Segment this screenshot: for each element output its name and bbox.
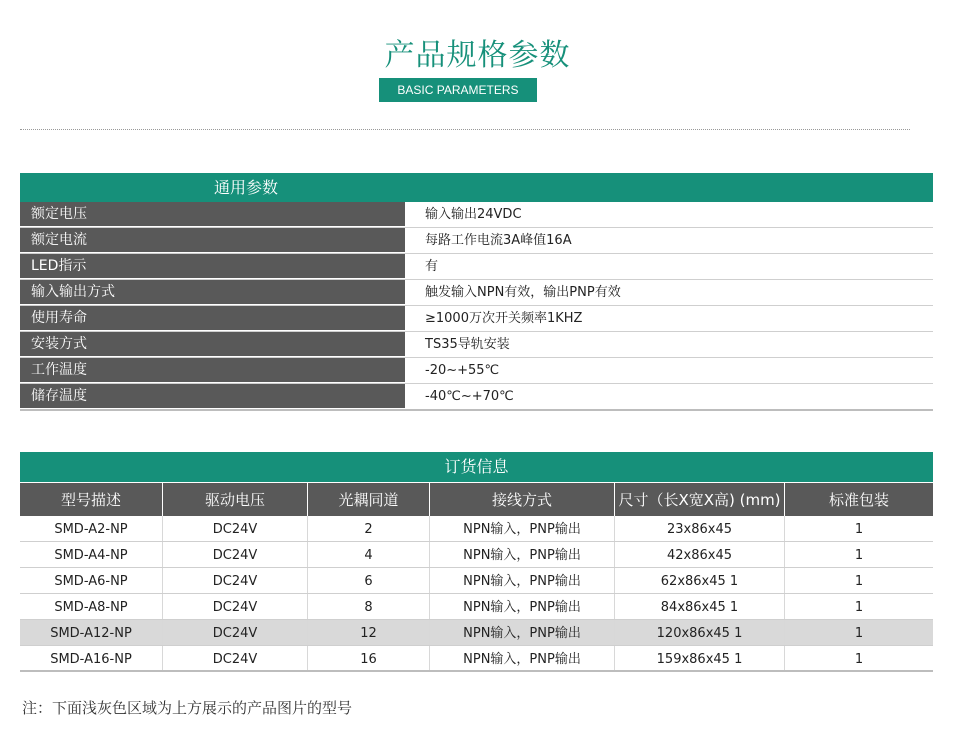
param-key: LED指示 xyxy=(20,254,405,279)
channels-cell: 6 xyxy=(308,568,430,593)
wiring-cell: NPN输入，PNP输出 xyxy=(430,568,615,593)
table-row xyxy=(20,358,933,384)
param-value: TS35导轨安装 xyxy=(425,337,510,352)
table-row xyxy=(20,542,933,568)
model-cell: SMD-A4-NP xyxy=(20,542,163,567)
channels-cell: 12 xyxy=(308,620,430,645)
table-row xyxy=(20,228,933,254)
package-cell: 1 xyxy=(854,548,864,563)
column-header-package: 标准包装 xyxy=(785,483,933,516)
table-row xyxy=(20,594,933,620)
general-params-heading: 通用参数 xyxy=(20,173,933,202)
wiring-cell: NPN输入，PNP输出 xyxy=(430,542,615,567)
param-value: 触发输入NPN有效，输出PNP有效 xyxy=(425,285,621,300)
dimensions-cell: 62x86x45 1 xyxy=(615,568,785,593)
general-params-table xyxy=(20,173,933,411)
order-column-headers xyxy=(20,482,933,516)
model-cell: SMD-A6-NP xyxy=(20,568,163,593)
order-info-heading: 订货信息 xyxy=(20,452,933,482)
column-header-model: 型号描述 xyxy=(20,483,163,516)
column-header-wiring: 接线方式 xyxy=(430,483,615,516)
channels-cell: 4 xyxy=(308,542,430,567)
package-cell: 1 xyxy=(854,522,864,537)
param-value: 有 xyxy=(425,259,439,274)
voltage-cell: DC24V xyxy=(163,646,308,670)
model-cell: SMD-A2-NP xyxy=(20,516,163,541)
dimensions-cell: 42x86x45 xyxy=(615,542,785,567)
voltage-cell: DC24V xyxy=(163,516,308,541)
param-key: 额定电流 xyxy=(20,228,405,253)
channels-cell: 8 xyxy=(308,594,430,619)
page-title: 产品规格参数 xyxy=(384,38,571,73)
wiring-cell: NPN输入，PNP输出 xyxy=(430,516,615,541)
model-cell: SMD-A8-NP xyxy=(20,594,163,619)
dimensions-cell: 159x86x45 1 xyxy=(615,646,785,670)
footnote: 注：下面浅灰色区域为上方展示的产品图片的型号 xyxy=(22,699,353,717)
param-key: 使用寿命 xyxy=(20,306,405,331)
column-header-channels: 光耦同道 xyxy=(308,483,430,516)
channels-cell: 16 xyxy=(308,646,430,670)
table-row xyxy=(20,202,933,228)
voltage-cell: DC24V xyxy=(163,568,308,593)
param-key: 工作温度 xyxy=(20,358,405,383)
table-row xyxy=(20,332,933,358)
param-value: 输入输出24VDC xyxy=(425,207,522,222)
model-cell: SMD-A16-NP xyxy=(20,646,163,670)
wiring-cell: NPN输入，PNP输出 xyxy=(430,620,615,645)
wiring-cell: NPN输入，PNP输出 xyxy=(430,646,615,670)
table-row xyxy=(20,568,933,594)
package-cell: 1 xyxy=(854,574,864,589)
table-row xyxy=(20,254,933,280)
table-row xyxy=(20,306,933,332)
model-cell: SMD-A12-NP xyxy=(20,620,163,645)
package-cell: 1 xyxy=(854,600,864,615)
order-info-table xyxy=(20,452,933,672)
table-row xyxy=(20,646,933,672)
voltage-cell: DC24V xyxy=(163,594,308,619)
table-row xyxy=(20,620,933,646)
param-key: 安装方式 xyxy=(20,332,405,357)
table-row xyxy=(20,384,933,411)
dotted-divider xyxy=(20,129,910,130)
param-value: ≥1000万次开关频率1KHZ xyxy=(425,311,583,326)
param-value: -40℃~+70℃ xyxy=(425,389,514,404)
package-cell: 1 xyxy=(854,652,864,667)
param-value: -20~+55℃ xyxy=(425,363,500,378)
wiring-cell: NPN输入，PNP输出 xyxy=(430,594,615,619)
param-key: 额定电压 xyxy=(20,202,405,227)
param-key: 输入输出方式 xyxy=(20,280,405,305)
table-row xyxy=(20,280,933,306)
param-value: 每路工作电流3A峰值16A xyxy=(425,233,572,248)
dimensions-cell: 120x86x45 1 xyxy=(615,620,785,645)
dimensions-cell: 84x86x45 1 xyxy=(615,594,785,619)
channels-cell: 2 xyxy=(308,516,430,541)
column-header-dimensions: 尺寸（长X宽X高) (mm) xyxy=(615,483,785,516)
voltage-cell: DC24V xyxy=(163,620,308,645)
table-row xyxy=(20,516,933,542)
param-key: 储存温度 xyxy=(20,384,405,409)
order-rows xyxy=(20,516,933,672)
voltage-cell: DC24V xyxy=(163,542,308,567)
column-header-voltage: 驱动电压 xyxy=(163,483,308,516)
page-subtitle-badge: BASIC PARAMETERS xyxy=(379,78,537,102)
dimensions-cell: 23x86x45 xyxy=(615,516,785,541)
package-cell: 1 xyxy=(854,626,864,641)
